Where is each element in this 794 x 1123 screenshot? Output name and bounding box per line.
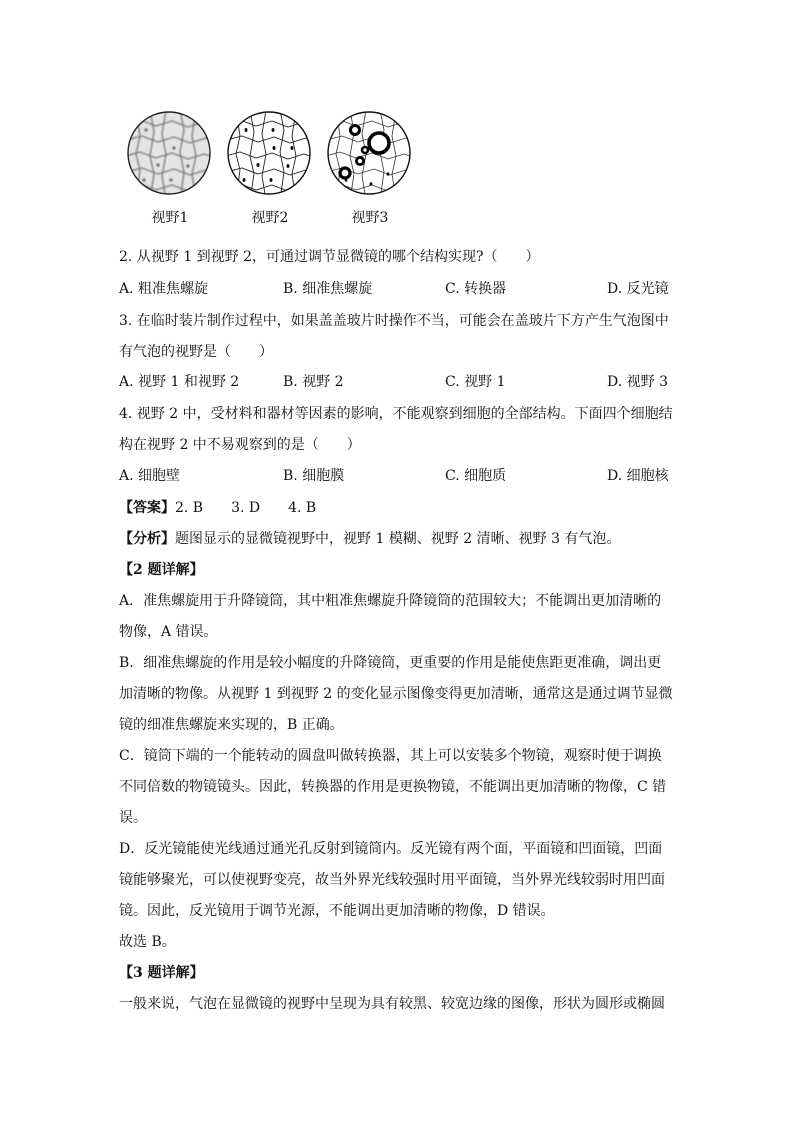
analysis-text: 题图显示的显微镜视野中，视野 1 模糊、视野 2 清晰、视野 3 有气泡。 xyxy=(175,531,621,547)
figure-caption: 视野1 xyxy=(151,210,189,226)
q3-option-a: A. 视野 1 和视野 2 xyxy=(119,374,240,390)
question-4-stem-line-2: 构在视野 2 中不易观察到的是（ ） xyxy=(119,437,361,453)
field-of-view-3-figure xyxy=(326,110,414,226)
q2-detail-line: B．细准焦螺旋的作用是较小幅度的升降镜筒，更重要的作用是能使焦距更准确，调出更 xyxy=(119,655,662,671)
q4-option-d: D. 细胞核 xyxy=(607,468,669,484)
q2-option-b: B. 细准焦螺旋 xyxy=(283,281,373,297)
clear-cells-image xyxy=(226,110,312,196)
q2-option-c: C. 转换器 xyxy=(445,281,507,297)
analysis-label: 【分析】 xyxy=(119,531,175,547)
q2-option-a: A. 粗准焦螺旋 xyxy=(119,281,209,297)
question-2-stem: 2. 从视野 1 到视野 2，可通过调节显微镜的哪个结构实现?（ ） xyxy=(119,249,540,265)
field-of-view-2-figure xyxy=(226,110,314,226)
field-of-view-1-figure xyxy=(126,110,214,226)
q3-option-c: C. 视野 1 xyxy=(445,374,506,390)
bubbles-cells-image xyxy=(326,110,412,196)
q2-detail-line: 镜。因此，反光镜用于调节光源，不能调出更加清晰的物像，D 错误。 xyxy=(119,903,555,919)
q2-detail-line: A．准焦螺旋用于升降镜筒，其中粗准焦螺旋升降镜筒的范围较大；不能调出更加清晰的 xyxy=(119,593,662,609)
question-3-stem-line-2: 有气泡的视野是（ ） xyxy=(119,344,273,360)
q2-detail-line: D．反光镜能使光线通过通光孔反射到镜筒内。反光镜有两个面，平面镜和凹面镜，凹面 xyxy=(119,841,663,857)
figure-caption: 视野3 xyxy=(351,210,389,226)
q3-detail-heading: 【3 题详解】 xyxy=(119,965,204,981)
question-4-stem-line-1: 4. 视野 2 中，受材料和器材等因素的影响，不能观察到细胞的全部结构。下面四个细胞结 xyxy=(119,406,673,422)
q2-detail-line: 镜的细准焦螺旋来实现的，B 正确。 xyxy=(119,717,344,733)
q3-detail-line: 一般来说，气泡在显微镜的视野中呈现为具有较黑、较宽边缘的图像，形状为圆形或椭圆 xyxy=(119,996,665,1012)
q2-detail-line: 加清晰的物像。从视野 1 到视野 2 的变化显示图像变得更加清晰，通常这是通过调节显微 xyxy=(119,686,673,702)
q3-option-b: B. 视野 2 xyxy=(283,374,344,390)
q2-detail-line: 误。 xyxy=(119,810,147,826)
q4-option-a: A. 细胞壁 xyxy=(119,468,181,484)
answer-text: 2. B 3. D 4. B xyxy=(175,500,317,516)
blurry-cells-image xyxy=(126,110,212,196)
answer-label: 【答案】 xyxy=(119,500,175,516)
q2-option-d: D. 反光镜 xyxy=(607,281,669,297)
q2-detail-line: 不同倍数的物镜镜头。因此，转换器的作用是更换物镜，不能调出更加清晰的物像，C 错 xyxy=(119,779,667,795)
q2-detail-line: 镜能够聚光，可以使视野变亮，故当外界光线较强时用平面镜，当外界光线较弱时用凹面 xyxy=(119,872,665,888)
q4-option-c: C. 细胞质 xyxy=(445,468,507,484)
q2-detail-heading: 【2 题详解】 xyxy=(119,562,204,578)
q4-option-b: B. 细胞膜 xyxy=(283,468,345,484)
figure-caption: 视野2 xyxy=(251,210,289,226)
question-3-stem-line-1: 3. 在临时装片制作过程中，如果盖盖玻片时操作不当，可能会在盖玻片下方产生气泡图中 xyxy=(119,313,669,329)
q2-detail-line: 物像，A 错误。 xyxy=(119,624,218,640)
q2-detail-line: C．镜筒下端的一个能转动的圆盘叫做转换器，其上可以安装多个物镜，观察时便于调换 xyxy=(119,748,662,764)
answer-line xyxy=(119,498,316,518)
microscope-figures xyxy=(120,110,450,230)
analysis-line xyxy=(119,529,620,549)
q2-detail-conclusion: 故选 B。 xyxy=(119,934,176,950)
q3-option-d: D. 视野 3 xyxy=(607,374,668,390)
